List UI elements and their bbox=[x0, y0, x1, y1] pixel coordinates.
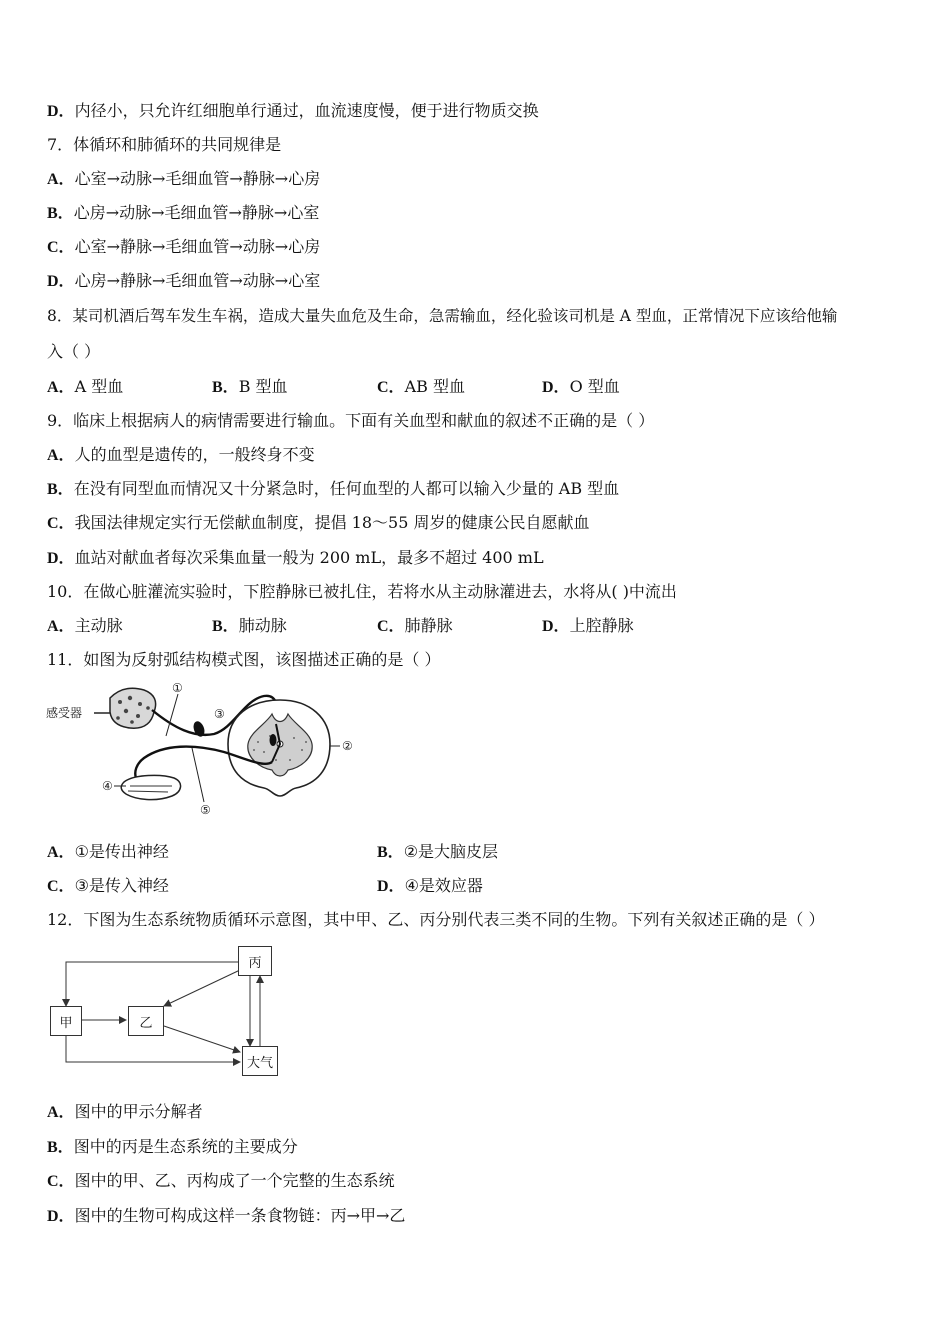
q9-stem: 9．临床上根据病人的病情需要进行输血。下面有关血型和献血的叙述不正确的是（ ） bbox=[47, 411, 655, 430]
q10-option-a: A．主动脉 bbox=[47, 616, 123, 635]
q11-stem: 11．如图为反射弧结构模式图，该图描述正确的是（ ） bbox=[47, 650, 441, 669]
q10-option-d: D．上腔静脉 bbox=[542, 616, 634, 635]
q8-stem-line1: 8．某司机酒后驾车发生车祸，造成大量失血危及生命，急需输血，经化验该司机是 A 型血，正常情况下应该给他输 bbox=[47, 307, 838, 325]
marker-3: ③ bbox=[214, 707, 225, 721]
q9-option-a: A．人的血型是遗传的，一般终身不变 bbox=[47, 445, 315, 464]
q8-option-b: B．B 型血 bbox=[212, 377, 288, 396]
marker-1: ① bbox=[172, 681, 183, 695]
q10-option-c: C．肺静脉 bbox=[377, 616, 453, 635]
q6-option-d: D．内径小，只允许红细胞单行通过，血流速度慢，便于进行物质交换 bbox=[47, 101, 539, 120]
reflex-arc-figure bbox=[44, 678, 384, 820]
marker-4: ④ bbox=[102, 779, 113, 793]
q11-option-b: B．②是大脑皮层 bbox=[377, 842, 499, 861]
node-daqi: 大气 bbox=[242, 1046, 278, 1076]
q7-option-d: D．心房→静脉→毛细血管→动脉→心室 bbox=[47, 271, 321, 290]
q7-option-a: A．心室→动脉→毛细血管→静脉→心房 bbox=[47, 169, 321, 188]
q8-option-a: A．A 型血 bbox=[47, 377, 124, 396]
node-jia: 甲 bbox=[50, 1006, 82, 1036]
receptor-label: 感受器 bbox=[46, 706, 83, 720]
q8-stem-line2: 入（ ） bbox=[47, 342, 101, 361]
q12-option-c: C．图中的甲、乙、丙构成了一个完整的生态系统 bbox=[47, 1171, 395, 1190]
q9-option-c: C．我国法律规定实行无偿献血制度，提倡 18～55 周岁的健康公民自愿献血 bbox=[47, 513, 590, 532]
q10-stem: 10．在做心脏灌流实验时，下腔静脉已被扎住，若将水从主动脉灌进去，水将从( )中流出 bbox=[47, 582, 677, 601]
q7-stem: 7．体循环和肺循环的共同规律是 bbox=[47, 135, 282, 154]
q8-option-d: D．O 型血 bbox=[542, 377, 620, 396]
q12-option-a: A．图中的甲示分解者 bbox=[47, 1102, 203, 1121]
q10-option-b: B．肺动脉 bbox=[212, 616, 287, 635]
q7-option-b: B．心房→动脉→毛细血管→静脉→心室 bbox=[47, 203, 320, 222]
node-yi: 乙 bbox=[128, 1006, 164, 1036]
q11-option-c: C．③是传入神经 bbox=[47, 876, 169, 895]
node-bing: 丙 bbox=[238, 946, 272, 976]
q9-option-d: D．血站对献血者每次采集血量一般为 200 mL，最多不超过 400 mL bbox=[47, 548, 544, 567]
q12-stem: 12．下图为生态系统物质循环示意图，其中甲、乙、丙分别代表三类不同的生物。下列有关叙述正确的是（ ） bbox=[47, 910, 825, 929]
marker-2: ② bbox=[342, 739, 353, 753]
q12-option-d: D．图中的生物可构成这样一条食物链：丙→甲→乙 bbox=[47, 1206, 406, 1225]
q11-option-d: D．④是效应器 bbox=[377, 876, 483, 895]
marker-5: ⑤ bbox=[200, 803, 211, 817]
q11-option-a: A．①是传出神经 bbox=[47, 842, 169, 861]
q12-option-b: B．图中的丙是生态系统的主要成分 bbox=[47, 1137, 298, 1156]
q9-option-b: B．在没有同型血而情况又十分紧急时，任何血型的人都可以输入少量的 AB 型血 bbox=[47, 479, 620, 498]
q8-option-c: C．AB 型血 bbox=[377, 377, 465, 396]
q7-option-c: C．心室→静脉→毛细血管→动脉→心房 bbox=[47, 237, 321, 256]
effector-shape bbox=[121, 775, 180, 799]
carbon-cycle-figure bbox=[44, 940, 284, 1080]
